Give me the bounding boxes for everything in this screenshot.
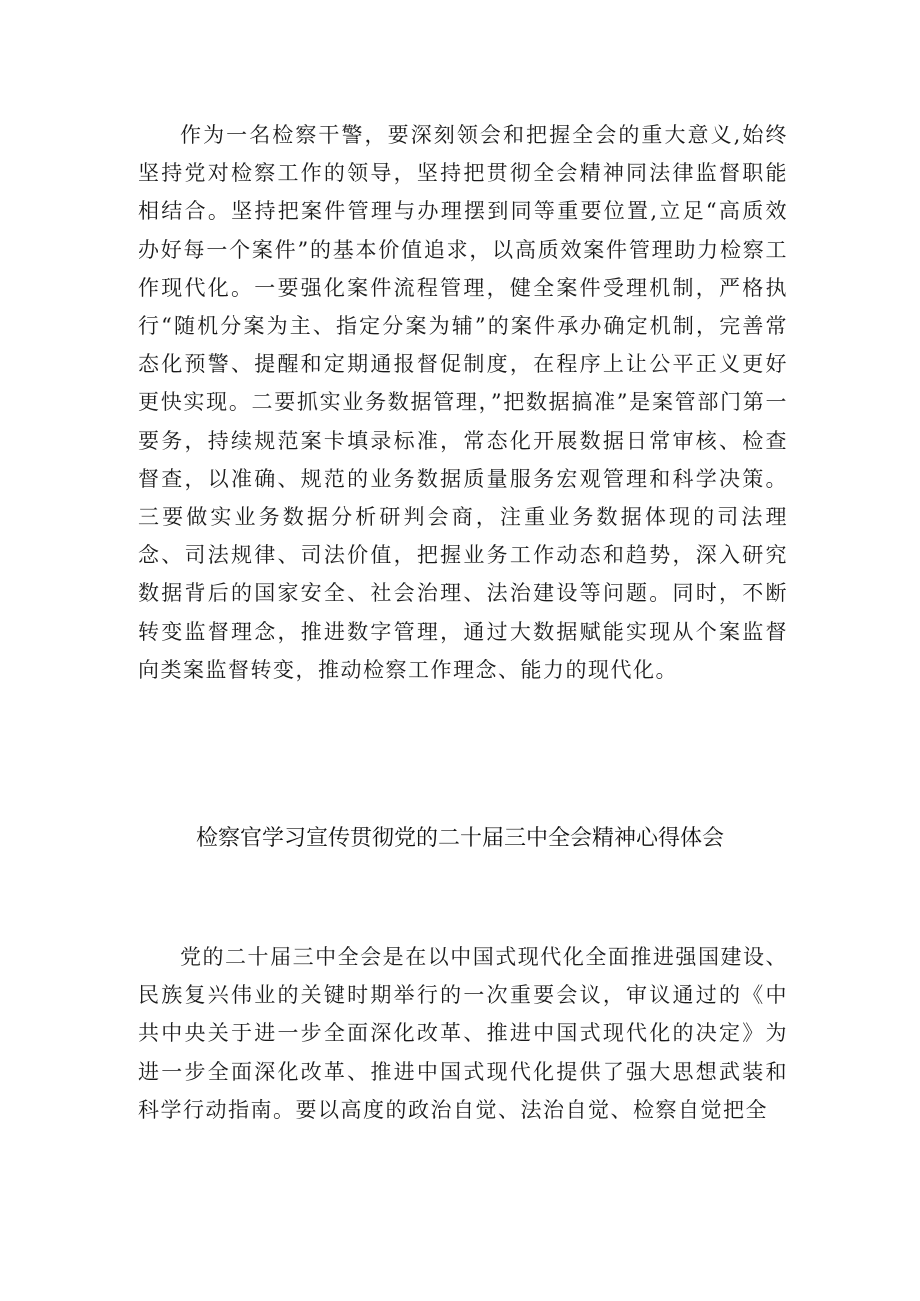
body-paragraph-1: 作为一名检察干警，要深刻领会和把握全会的重大意义,始终坚持党对检察工作的领导，坚持把贯彻全会精神同法律监督职能相结合。坚持把案件管理与办理摆到同等重要位置,立足“高质效办好每一个案件”的基本价值追求，以高质效案件管理助力检察工作现代化。一要强化案件流程管理，健全案件受理机制，严格执行“随机分案为主、指定分案为辅”的案件承办确定机制，完善常态化预警、提醒和定期通报督促制度，在程序上让公平正义更好更快实现。二要抓实业务数据管理，”把数据搞准”是案管部门第一要务，持续规范案卡填录标准，常态化开展数据日常审核、检查督查，以准确、规范的业务数据质量服务宏观管理和科学决策。三要做实业务数据分析研判会商，注重业务数据体现的司法理念、司法规律、司法价值，把握业务工作动态和趋势，深入研究数据背后的国家安全、社会治理、法治建设等问题。同时，不断转变监督理念，推进数字管理，通过大数据赋能实现从个案监督向类案监督转变，推动检察工作理念、能力的现代化。 xyxy=(138,123,788,682)
body-paragraph-2: 党的二十届三中全会是在以中国式现代化全面推进强国建设、民族复兴伟业的关键时期举行的一次重要会议，审议通过的《中共中央关于进一步全面深化改革、推进中国式现代化的决定》为进一步全面深化改革、推进中国式现代化提供了强大思想武装和科学行动指南。要以高度的政治自觉、法治自觉、检察自觉把全 xyxy=(138,945,788,1122)
section-title: 检察官学习宣传贯彻党的二十届三中全会精神心得体会 xyxy=(195,826,724,851)
